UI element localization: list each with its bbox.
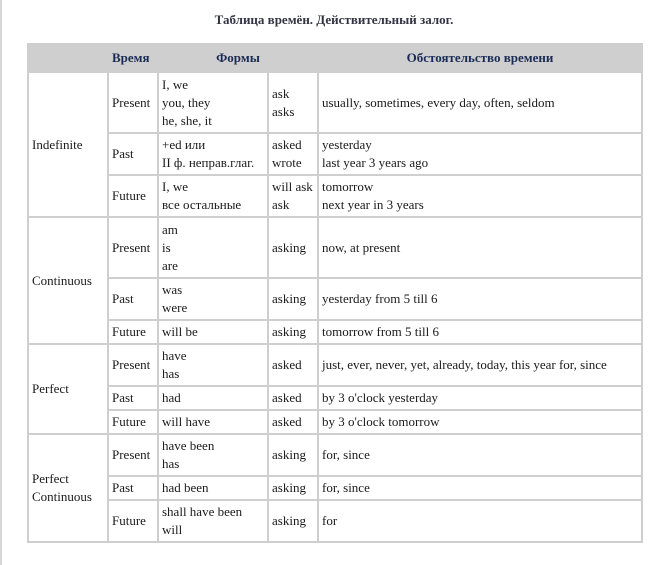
subjects-line: I, we [162,179,188,194]
time-markers-line: yesterday [322,137,372,152]
subjects-line: I, we [162,76,188,92]
time-markers-line: for, since [322,447,370,462]
verbs-cell [269,176,317,216]
time-markers-line: last year 3 years ago [322,155,429,170]
tense-cell: Past [109,279,157,319]
table-body [29,73,641,541]
subjects-line: you, they [162,94,211,110]
tense-cell: Past [109,477,157,499]
subjects-line: he, she, it [162,112,212,128]
time-markers-line: usually, sometimes, every day, often, seldom [322,94,555,110]
time-markers-cell [319,345,641,385]
subjects-line: am [162,221,178,237]
time-markers-cell [319,501,641,541]
table-row [29,345,641,385]
time-markers-cell [319,134,641,174]
header-circumstance: Обстоятельство времени [319,45,641,71]
subjects-cell [159,321,267,343]
time-markers-line: yesterday from 5 till 6 [322,291,438,306]
header-forms: Формы [159,45,317,71]
subjects-line: все остальные [162,197,242,212]
subjects-cell [159,411,267,433]
time-markers-cell [319,321,641,343]
time-markers-line: by 3 o'clock yesterday [322,390,439,405]
subjects-line: II ф. неправ.глаг. [162,155,255,170]
subjects-line: were [162,300,188,315]
subjects-cell [159,435,267,475]
verbs-cell [269,477,317,499]
subjects-line: are [162,257,178,273]
table-row [29,501,641,541]
subjects-line: was [162,282,183,297]
tense-cell: Present [109,345,157,385]
header-time: Время [109,45,157,71]
subjects-cell [159,345,267,385]
table-row [29,387,641,409]
time-markers-cell [319,411,641,433]
verbs-cell [269,279,317,319]
table-row [29,435,641,475]
subjects-line: had [162,390,181,405]
page-left-border [0,0,2,565]
tense-table [27,43,643,543]
subjects-line: has [162,456,180,471]
table-header-row [29,45,641,71]
table-row [29,411,641,433]
time-markers-line: tomorrow [322,179,374,194]
group-name: Perfect Continuous [32,471,92,504]
group-label [29,73,107,216]
time-markers-line: just, ever, never, yet, already, today, this year for, since [322,357,607,372]
table-row [29,279,641,319]
table-row [29,73,641,132]
verbs-cell [269,73,317,132]
subjects-line: had been [162,480,209,495]
group-label [29,218,107,343]
table-row [29,134,641,174]
verbs-line: will ask [272,179,313,194]
table-row [29,176,641,216]
group-name: Perfect [32,381,69,396]
subjects-cell [159,176,267,216]
verbs-cell [269,501,317,541]
time-markers-cell [319,435,641,475]
time-markers-cell [319,218,641,277]
time-markers-cell [319,176,641,216]
subjects-cell [159,73,267,132]
table-row [29,321,641,343]
subjects-line: +ed или [162,137,206,152]
verbs-line: asks [272,103,295,119]
group-name: Continuous [32,272,92,288]
verbs-cell [269,218,317,277]
verbs-line: asking [272,239,306,255]
time-markers-cell [319,279,641,319]
tense-cell: Past [109,134,157,174]
subjects-line: will have [162,414,211,429]
subjects-line: shall have been [162,504,243,519]
table-row [29,477,641,499]
time-markers-line: by 3 o'clock tomorrow [322,414,440,429]
verbs-cell [269,134,317,174]
tense-cell: Present [109,435,157,475]
header-group [29,45,107,71]
verbs-line: asked [272,414,302,429]
verbs-cell [269,435,317,475]
subjects-line: has [162,366,180,381]
tense-cell: Future [109,321,157,343]
subjects-line: will be [162,324,198,339]
tense-cell: Future [109,501,157,541]
subjects-cell [159,279,267,319]
time-markers-line: tomorrow from 5 till 6 [322,324,439,339]
group-label [29,435,107,541]
subjects-line: have [162,348,187,363]
verbs-line: asking [272,447,306,462]
subjects-cell [159,387,267,409]
verbs-cell [269,387,317,409]
verbs-line: asking [272,513,306,528]
tense-cell: Present [109,218,157,277]
tense-cell: Past [109,387,157,409]
verbs-cell [269,321,317,343]
subjects-line: will [162,522,183,537]
verbs-line: asking [272,324,306,339]
tense-cell: Present [109,73,157,132]
subjects-line: have been [162,438,215,453]
time-markers-line: now, at present [322,239,401,255]
time-markers-line: for, since [322,480,370,495]
group-name: Indefinite [32,136,83,152]
time-markers-cell [319,73,641,132]
verbs-line: ask [272,197,290,212]
verbs-line: asking [272,480,306,495]
tense-cell: Future [109,176,157,216]
time-markers-cell [319,477,641,499]
time-markers-cell [319,387,641,409]
subjects-cell [159,134,267,174]
tense-cell: Future [109,411,157,433]
page-title: Таблица времён. Действительный залог. [214,12,454,27]
subjects-cell [159,477,267,499]
verbs-cell [269,411,317,433]
subjects-cell [159,218,267,277]
time-markers-line: next year in 3 years [322,197,424,212]
time-markers-line: for [322,513,338,528]
subjects-cell [159,501,267,541]
verbs-line: asked [272,357,302,372]
verbs-line: wrote [272,155,302,170]
subjects-line: is [162,239,171,255]
table-row [29,218,641,277]
verbs-line: asked [272,390,302,405]
verbs-line: ask [272,85,290,101]
group-label [29,345,107,433]
verbs-cell [269,345,317,385]
verbs-line: asking [272,291,306,306]
verbs-line: asked [272,137,302,152]
